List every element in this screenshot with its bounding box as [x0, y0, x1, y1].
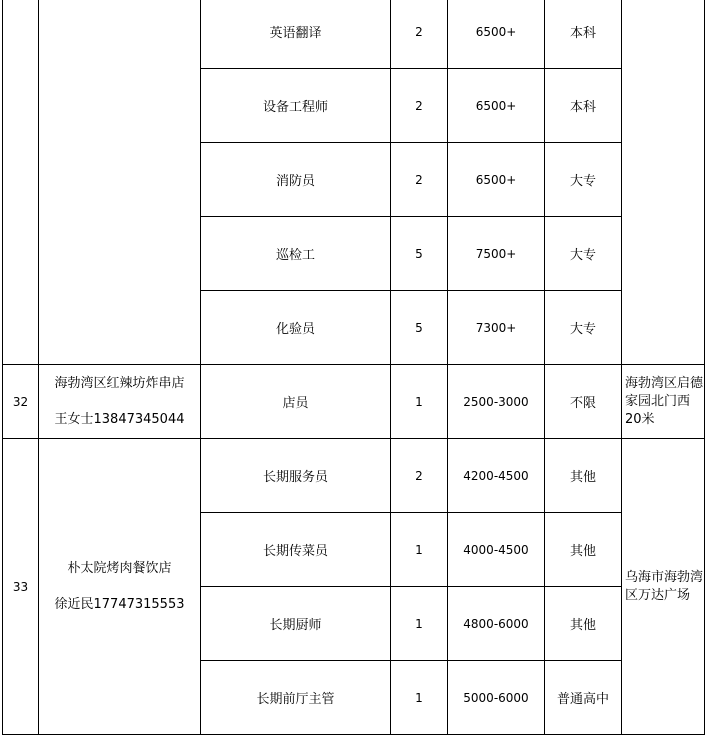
employer-contact: 王女士13847345044 [54, 411, 185, 427]
count-cell: 1 [391, 513, 448, 587]
education-cell: 大专 [545, 291, 622, 365]
education-cell: 不限 [545, 365, 622, 439]
count-cell: 5 [391, 217, 448, 291]
education-cell: 大专 [545, 217, 622, 291]
education-cell: 其他 [545, 587, 622, 661]
position-cell: 设备工程师 [201, 69, 391, 143]
salary-cell: 7500+ [448, 217, 545, 291]
salary-cell: 6500+ [448, 69, 545, 143]
table-row [3, 0, 705, 69]
employer-cell [39, 365, 201, 439]
address-cell: 海勃湾区启德家园北门西20米 [622, 365, 705, 439]
position-cell: 英语翻译 [201, 0, 391, 69]
education-cell: 本科 [545, 69, 622, 143]
index-cell: 32 [3, 365, 39, 439]
count-cell: 5 [391, 291, 448, 365]
salary-cell: 6500+ [448, 143, 545, 217]
table-row [3, 365, 705, 439]
index-cell: 33 [3, 439, 39, 735]
table-row [3, 439, 705, 513]
count-cell: 2 [391, 0, 448, 69]
education-cell: 普通高中 [545, 661, 622, 735]
salary-cell: 7300+ [448, 291, 545, 365]
salary-cell: 4000-4500 [448, 513, 545, 587]
salary-cell: 2500-3000 [448, 365, 545, 439]
education-cell: 其他 [545, 439, 622, 513]
education-cell: 本科 [545, 0, 622, 69]
salary-cell: 5000-6000 [448, 661, 545, 735]
position-cell: 长期前厅主管 [201, 661, 391, 735]
employer-contact: 徐近民17747315553 [54, 596, 185, 612]
salary-cell: 4200-4500 [448, 439, 545, 513]
employer-name: 朴太院烤肉餐饮店 [67, 560, 172, 576]
salary-cell: 6500+ [448, 0, 545, 69]
employer-name: 海勃湾区红辣坊炸串店 [54, 375, 185, 391]
education-cell: 大专 [545, 143, 622, 217]
education-cell: 其他 [545, 513, 622, 587]
position-cell: 长期服务员 [201, 439, 391, 513]
count-cell: 1 [391, 661, 448, 735]
position-cell: 消防员 [201, 143, 391, 217]
position-cell: 长期传菜员 [201, 513, 391, 587]
address-cell [622, 0, 705, 365]
position-cell: 店员 [201, 365, 391, 439]
employer-cell [39, 439, 201, 735]
count-cell: 2 [391, 143, 448, 217]
job-listing-table [2, 0, 705, 735]
address-cell: 乌海市海勃湾区万达广场 [622, 439, 705, 735]
count-cell: 1 [391, 587, 448, 661]
position-cell: 化验员 [201, 291, 391, 365]
count-cell: 2 [391, 69, 448, 143]
count-cell: 2 [391, 439, 448, 513]
position-cell: 长期厨师 [201, 587, 391, 661]
position-cell: 巡检工 [201, 217, 391, 291]
salary-cell: 4800-6000 [448, 587, 545, 661]
employer-cell [39, 0, 201, 365]
index-cell [3, 0, 39, 365]
count-cell: 1 [391, 365, 448, 439]
